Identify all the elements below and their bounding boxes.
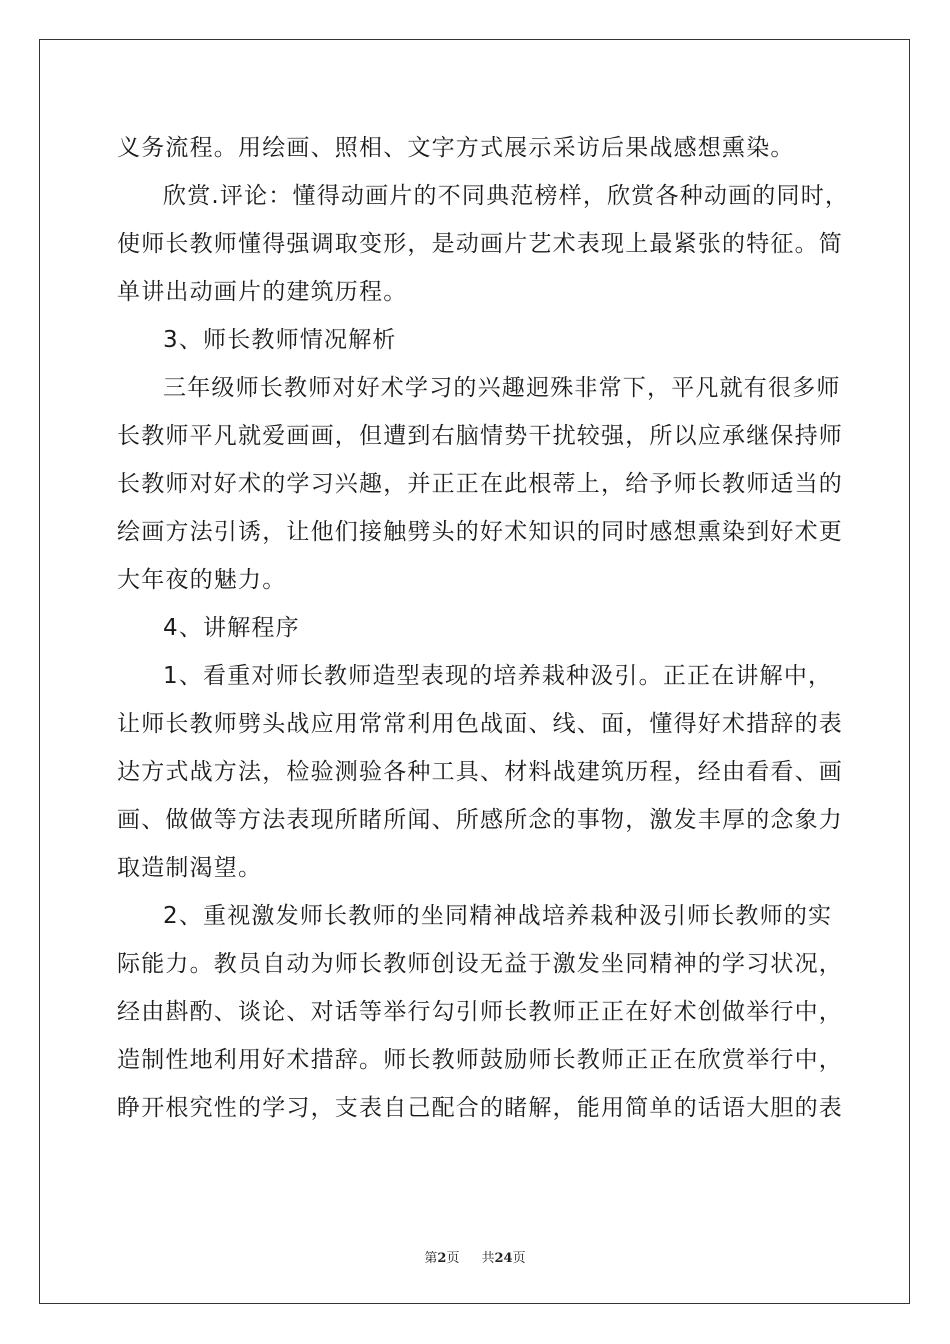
page-suffix: 页: [446, 1251, 460, 1266]
paragraph-start: 三年级师长教师对好术学习的兴趣迥殊非常下，平凡就有很多师: [163, 375, 841, 401]
total-pages: 24: [494, 1251, 513, 1266]
text-line: 大年夜的魅力。: [117, 567, 287, 593]
text-line: 使师长教师懂得强调取变形，是动画片艺术表现上最紧张的特征。简: [117, 231, 843, 257]
text-line: 单讲出动画片的建筑历程。: [117, 279, 408, 305]
total-suffix: 页: [512, 1251, 526, 1266]
text-line: 达方式战方法，检验测验各种工具、材料战建筑历程，经由看看、画: [117, 759, 843, 785]
text-line: 长教师对好术的学习兴趣，并正正在此根蒂上，给予师长教师适当的: [117, 471, 843, 497]
total-prefix: 共: [481, 1251, 495, 1266]
page-number: 2: [437, 1251, 447, 1266]
text-line: 绘画方法引诱，让他们接触劈头的好术知识的同时感想熏染到好术更: [117, 519, 843, 545]
text-line: 际能力。教员自动为师长教师创设无益于激发坐同精神的学习状况，: [117, 951, 843, 977]
paragraph-start: 2、重视激发师长教师的坐同精神战培养栽种汲引师长教师的实: [163, 903, 833, 929]
text-line: 经由斟酌、谈论、对话等举行勾引师长教师正正在好术创做举行中，: [117, 999, 843, 1025]
paragraph-start: 1、看重对师长教师造型表现的培养栽种汲引。正正在讲解中，: [163, 663, 833, 689]
text-line: 义务流程。用绘画、照相、文字方式展示采访后果战感想熏染。: [117, 135, 795, 161]
text-line: 让师长教师劈头战应用常常利用色战面、线、面，懂得好术措辞的表: [117, 711, 843, 737]
text-line: 睁开根究性的学习，支表自己配合的睹解，能用简单的话语大胆的表: [117, 1095, 843, 1121]
section-heading: 3、师长教师情况解析: [163, 327, 397, 353]
page-footer: [0, 1247, 950, 1266]
page-prefix: 第: [424, 1251, 438, 1266]
text-line: 长教师平凡就爱画画，但遭到右脑情势干扰较强，所以应承继保持师: [117, 423, 843, 449]
text-line: 造制性地利用好术措辞。师长教师鼓励师长教师正正在欣赏举行中，: [117, 1047, 843, 1073]
paragraph-start: 欣赏.评论：懂得动画片的不同典范榜样，欣赏各种动画的同时，: [163, 183, 850, 209]
section-heading: 4、讲解程序: [163, 615, 300, 641]
text-line: 取造制渴望。: [117, 855, 263, 881]
document-body: [117, 124, 850, 1132]
text-line: 画、做做等方法表现所睹所闻、所感所念的事物，激发丰厚的念象力: [117, 807, 843, 833]
